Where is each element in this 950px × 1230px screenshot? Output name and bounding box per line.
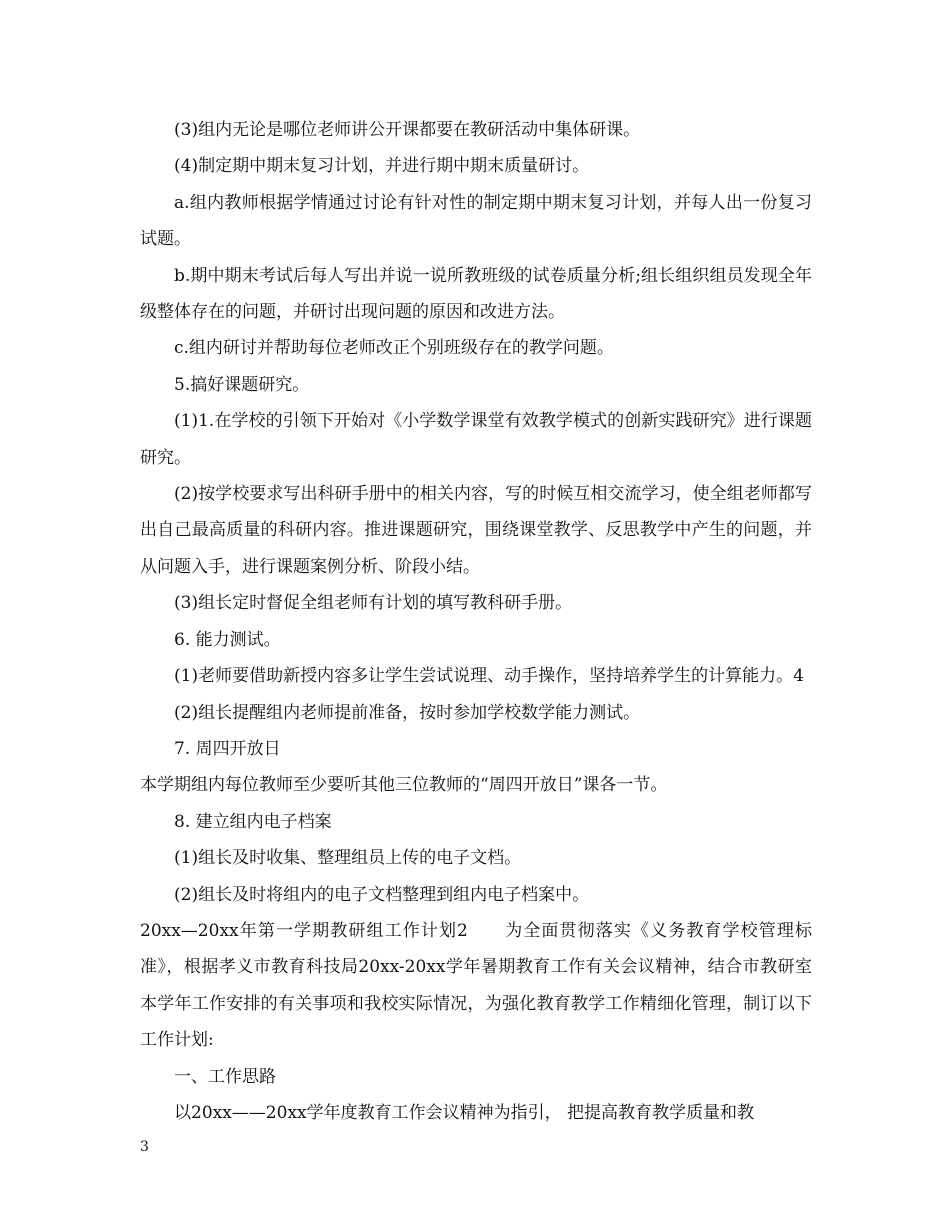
document-body (140, 112, 812, 1131)
paragraph: (2)按学校要求写出科研手册中的相关内容，写的时候互相交流学习，使全组老师都写出自己最高质量的科研内容。推进课题研究，围绕课堂教学、反思教学中产生的问题，并从问题入手，进行课题案例分析、阶段小结。 (140, 484, 812, 577)
paragraph: (3)组长定时督促全组老师有计划的填写教科研手册。 (174, 593, 573, 614)
paragraph: 以20xx——20xx学年度教育工作会议精神为指引， 把提高教育教学质量和教 (174, 1102, 755, 1123)
paragraph: (3)组内无论是哪位老师讲公开课都要在教研活动中集体研课。 (174, 120, 641, 140)
page-number: 3 (140, 1139, 149, 1155)
paragraph: (2)组长及时将组内的电子文档整理到组内电子档案中。 (174, 884, 590, 905)
paragraph: 6. 能力测试。 (174, 629, 281, 650)
paragraph: a.组内教师根据学情通过讨论有针对性的制定期中期末复习计划，并每人出一份复习试题。 (140, 192, 812, 250)
paragraph: 7. 周四开放日 (174, 738, 281, 759)
paragraph: 8. 建立组内电子档案 (174, 811, 332, 832)
paragraph: (2)组长提醒组内老师提前准备，按时参加学校数学能力测试。 (174, 702, 641, 723)
paragraph: (1)1.在学校的引领下开始对《小学数学课堂有效教学模式的创新实践研究》进行课题研究。 (140, 411, 812, 468)
paragraph: 本学期组内每位教师至少要听其他三位教师的“周四开放日”课各一节。 (140, 775, 668, 796)
paragraph: 20xx—20xx年第一学期教研组工作计划2 为全面贯彻落实《义务教育学校管理标准》，根据孝义市教育科技局20xx-20xx学年暑期教育工作有关会议精神，结合市教研室本学年工作安排的有关事项和我校实际情况，为强化教育教学工作精细化管理，制订以下工作计划: (140, 920, 812, 1051)
paragraph: (4)制定期中期末复习计划，并进行期中期末质量研讨。 (174, 156, 590, 177)
paragraph: (1)老师要借助新授内容多让学生尝试说理、动手操作，坚持培养学生的计算能力。4 (174, 666, 804, 687)
paragraph: (1)组长及时收集、整理组员上传的电子文档。 (174, 848, 522, 869)
section-heading: 一、工作思路 (174, 1066, 276, 1087)
paragraph: 5.搞好课题研究。 (174, 374, 310, 395)
paragraph: c.组内研讨并帮助每位老师改正个别班级存在的教学问题。 (174, 338, 614, 359)
paragraph: b.期中期末考试后每人写出并说一说所教班级的试卷质量分析;组长组织组员发现全年级整体存在的问题，并研讨出现问题的原因和改进方法。 (140, 265, 812, 323)
